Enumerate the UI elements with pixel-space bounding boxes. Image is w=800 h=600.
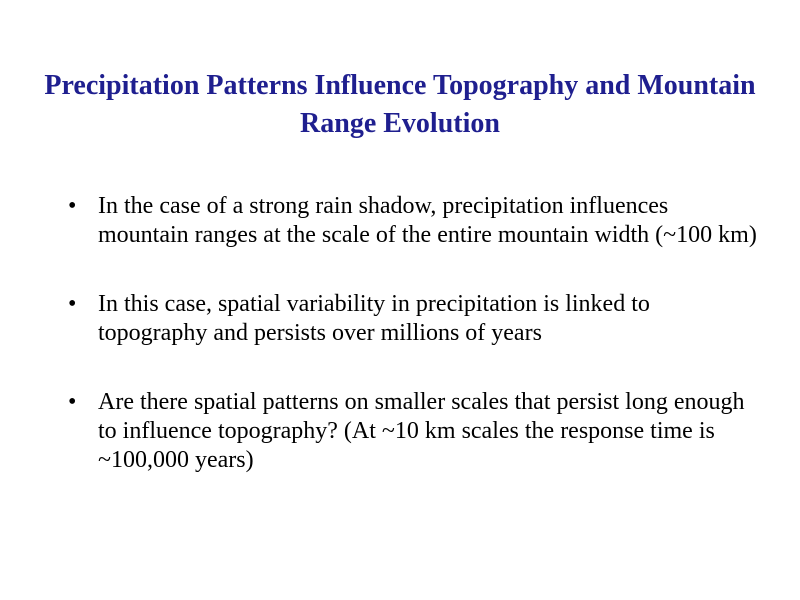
- bullet-icon: •: [68, 291, 77, 317]
- bullet-text: In the case of a strong rain shadow, precipitation influences mountain ranges at the scale of the entire mountain width (~100 km): [98, 193, 757, 248]
- bullet-text: In this case, spatial variability in precipitation is linked to topography and persists over millions of years: [98, 291, 650, 346]
- bullet-item: [68, 290, 758, 348]
- bullet-icon: •: [68, 193, 77, 219]
- bullet-text: Are there spatial patterns on smaller scales that persist long enough to influence topography? (At ~10 km scales the response time is ~100,000 years): [98, 389, 745, 473]
- bullet-item: [68, 192, 758, 250]
- bullet-icon: •: [68, 389, 77, 415]
- slide-title: Precipitation Patterns Influence Topography and Mountain Range Evolution: [44, 70, 756, 139]
- bullet-item: [68, 388, 758, 475]
- bullet-list: [68, 192, 758, 475]
